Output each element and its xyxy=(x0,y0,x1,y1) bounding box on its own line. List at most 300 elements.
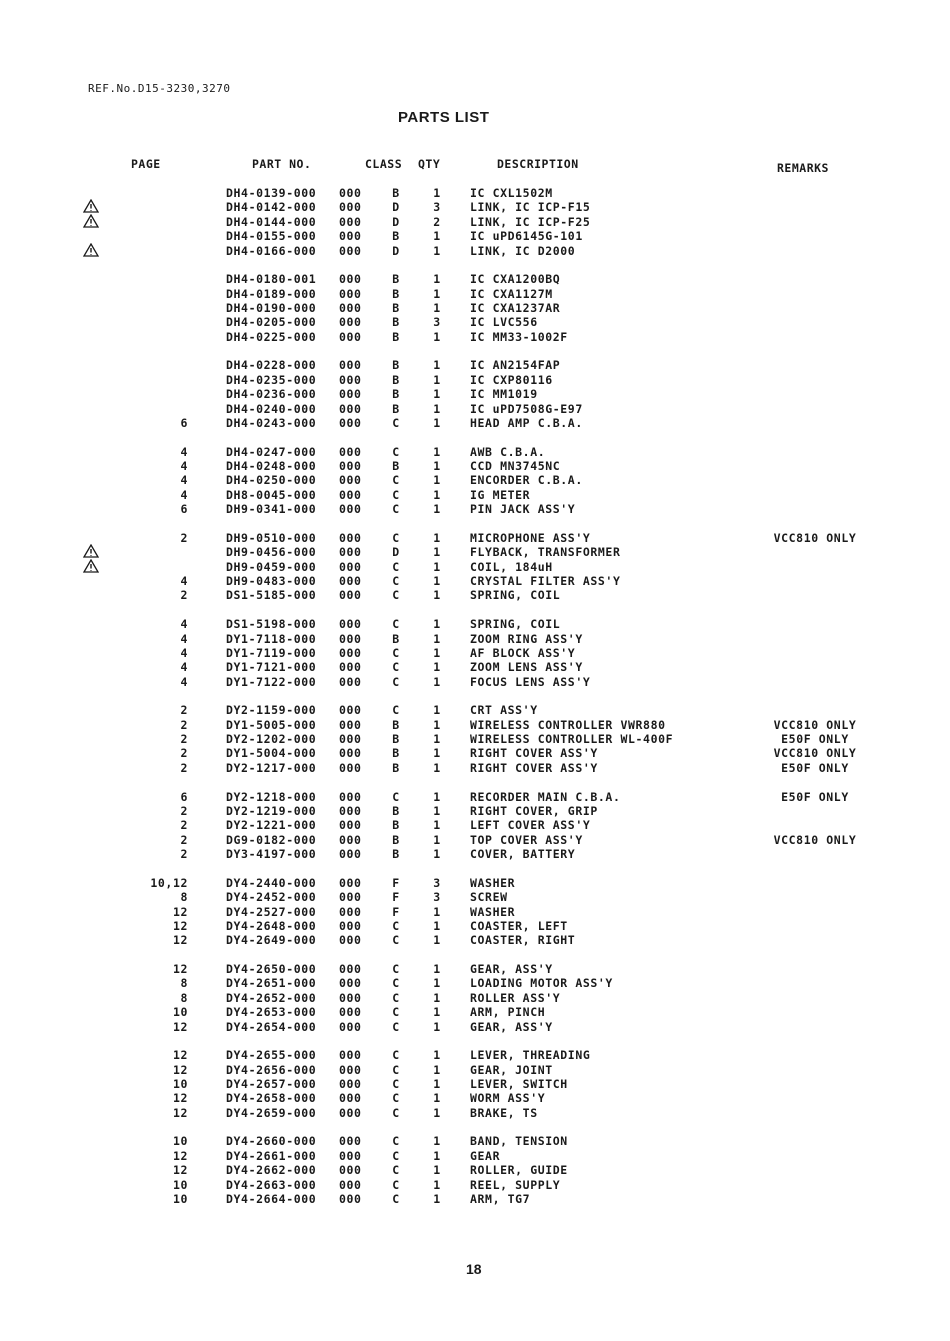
row-description: IC AN2154FAP xyxy=(470,358,561,373)
row-page: 12 xyxy=(172,918,188,933)
row-description: AF BLOCK ASS'Y xyxy=(470,645,576,660)
row-class-code: 000 xyxy=(339,818,362,833)
row-page: 12 xyxy=(172,904,188,919)
warning-triangle-icon xyxy=(83,243,99,257)
row-part-number: DY3-4197-000 xyxy=(226,847,317,861)
table-row xyxy=(0,315,950,329)
row-remarks: VCC810 ONLY xyxy=(773,717,857,732)
table-row xyxy=(0,358,950,372)
row-class: F xyxy=(392,904,400,919)
row-quantity: 1 xyxy=(433,1148,441,1163)
table-row xyxy=(0,991,950,1005)
row-quantity: 1 xyxy=(433,803,441,818)
row-class-code: 000 xyxy=(339,760,362,775)
row-quantity: 1 xyxy=(433,272,441,287)
row-class-code: 000 xyxy=(339,789,362,804)
row-description: GEAR, ASS'Y xyxy=(470,1019,553,1034)
row-class: D xyxy=(392,545,400,560)
row-class: C xyxy=(392,473,400,488)
row-part-number: DY1-7121-000 xyxy=(226,660,317,675)
row-page: 2 xyxy=(180,847,188,861)
table-row xyxy=(0,1048,950,1062)
row-part-number: DY4-2657-000 xyxy=(226,1076,317,1091)
table-row xyxy=(0,890,950,904)
row-description: BRAKE, TS xyxy=(470,1105,538,1120)
row-description: SCREW xyxy=(470,890,508,905)
table-row xyxy=(0,976,950,990)
row-class-code: 000 xyxy=(339,1005,362,1020)
row-class-code: 000 xyxy=(339,631,362,646)
row-class-code: 000 xyxy=(339,229,362,244)
table-row xyxy=(0,531,950,545)
row-class: C xyxy=(392,645,400,660)
row-part-number: DY4-2660-000 xyxy=(226,1134,317,1149)
column-header-page: PAGE xyxy=(131,157,161,171)
row-quantity: 3 xyxy=(433,890,441,905)
row-description: WIRELESS CONTROLLER WL-400F xyxy=(470,732,674,747)
page-title: PARTS LIST xyxy=(398,109,490,126)
table-row xyxy=(0,416,950,430)
row-page: 12 xyxy=(172,1091,188,1106)
row-class-code: 000 xyxy=(339,976,362,991)
table-row xyxy=(0,545,950,559)
row-part-number: DY2-1221-000 xyxy=(226,818,317,833)
row-page: 12 xyxy=(172,1163,188,1178)
row-part-number: DY4-2654-000 xyxy=(226,1019,317,1034)
row-page: 12 xyxy=(172,1048,188,1063)
row-quantity: 1 xyxy=(433,286,441,301)
row-quantity: 1 xyxy=(433,301,441,315)
row-class: C xyxy=(392,918,400,933)
row-part-number: DY4-2658-000 xyxy=(226,1091,317,1106)
row-class-code: 000 xyxy=(339,1163,362,1178)
table-row xyxy=(0,675,950,689)
row-part-number: DY2-1159-000 xyxy=(226,703,317,718)
row-class: B xyxy=(392,286,400,301)
row-part-number: DH4-0250-000 xyxy=(226,473,317,488)
row-part-number: DH4-0248-000 xyxy=(226,459,317,473)
row-part-number: DH8-0045-000 xyxy=(226,487,317,502)
row-class-code: 000 xyxy=(339,358,362,373)
row-description: TOP COVER ASS'Y xyxy=(470,832,583,847)
row-class-code: 000 xyxy=(339,1148,362,1163)
row-part-number: DH4-0190-000 xyxy=(226,301,317,315)
row-quantity: 1 xyxy=(433,1048,441,1063)
row-page: 2 xyxy=(180,717,188,732)
row-description: IC CXL1502M xyxy=(470,186,553,200)
table-row xyxy=(0,473,950,487)
row-quantity: 1 xyxy=(433,1062,441,1077)
table-row xyxy=(0,402,950,416)
row-quantity: 1 xyxy=(433,746,441,761)
row-page: 12 xyxy=(172,1019,188,1034)
row-class-code: 000 xyxy=(339,444,362,459)
row-description: PIN JACK ASS'Y xyxy=(470,502,576,517)
table-row xyxy=(0,588,950,602)
row-page: 2 xyxy=(180,732,188,747)
row-class-code: 000 xyxy=(339,1048,362,1063)
row-class-code: 000 xyxy=(339,588,362,603)
row-part-number: DY4-2662-000 xyxy=(226,1163,317,1178)
row-class: C xyxy=(392,660,400,675)
row-quantity: 1 xyxy=(433,904,441,919)
row-quantity: 1 xyxy=(433,976,441,991)
row-description: GEAR, ASS'Y xyxy=(470,962,553,976)
row-quantity: 1 xyxy=(433,186,441,200)
row-part-number: DY2-1202-000 xyxy=(226,732,317,747)
row-page: 6 xyxy=(180,789,188,804)
row-page: 12 xyxy=(172,933,188,948)
row-description: WIRELESS CONTROLLER VWR880 xyxy=(470,717,666,732)
row-class-code: 000 xyxy=(339,200,362,215)
row-class: B xyxy=(392,387,400,402)
row-class-code: 000 xyxy=(339,746,362,761)
row-page: 10 xyxy=(172,1005,188,1020)
row-class: C xyxy=(392,703,400,718)
row-class: C xyxy=(392,1191,400,1206)
row-class-code: 000 xyxy=(339,1062,362,1077)
row-class-code: 000 xyxy=(339,329,362,344)
row-description: WASHER xyxy=(470,904,516,919)
row-description: AWB C.B.A. xyxy=(470,444,546,459)
row-quantity: 1 xyxy=(433,559,441,574)
row-quantity: 1 xyxy=(433,487,441,502)
row-description: RIGHT COVER, GRIP xyxy=(470,803,598,818)
row-page: 12 xyxy=(172,1105,188,1120)
row-quantity: 1 xyxy=(433,1005,441,1020)
row-class: D xyxy=(392,200,400,215)
row-part-number: DY4-2440-000 xyxy=(226,875,317,890)
row-description: RECORDER MAIN C.B.A. xyxy=(470,789,621,804)
row-part-number: DY1-7122-000 xyxy=(226,674,317,689)
row-class: B xyxy=(392,272,400,287)
row-quantity: 1 xyxy=(433,990,441,1005)
row-page: 2 xyxy=(180,588,188,603)
row-description: ARM, PINCH xyxy=(470,1005,546,1020)
row-quantity: 1 xyxy=(433,574,441,588)
row-class-code: 000 xyxy=(339,918,362,933)
row-part-number: DH4-0205-000 xyxy=(226,315,317,330)
row-page: 4 xyxy=(180,674,188,689)
row-class-code: 000 xyxy=(339,459,362,473)
row-class: C xyxy=(392,1062,400,1077)
row-description: IG METER xyxy=(470,487,531,502)
row-quantity: 1 xyxy=(433,962,441,976)
row-description: ROLLER, GUIDE xyxy=(470,1163,568,1178)
warning-triangle-icon xyxy=(83,214,99,228)
row-page: 2 xyxy=(180,760,188,775)
row-page: 4 xyxy=(180,487,188,502)
table-row xyxy=(0,459,950,473)
row-page: 10 xyxy=(172,1191,188,1206)
row-part-number: DH4-0139-000 xyxy=(226,186,317,200)
row-part-number: DY2-1219-000 xyxy=(226,803,317,818)
row-page: 10 xyxy=(172,1177,188,1192)
table-row xyxy=(0,1192,950,1206)
row-part-number: DH4-0243-000 xyxy=(226,415,317,430)
row-class: B xyxy=(392,315,400,330)
row-description: FLYBACK, TRANSFORMER xyxy=(470,545,621,560)
row-page: 2 xyxy=(180,803,188,818)
row-quantity: 1 xyxy=(433,1191,441,1206)
row-part-number: DY4-2656-000 xyxy=(226,1062,317,1077)
table-row xyxy=(0,301,950,315)
table-row xyxy=(0,646,950,660)
row-part-number: DY4-2650-000 xyxy=(226,962,317,976)
row-page: 12 xyxy=(172,1148,188,1163)
row-quantity: 1 xyxy=(433,1091,441,1106)
row-description: LINK, IC ICP-F25 xyxy=(470,214,591,229)
row-quantity: 1 xyxy=(433,674,441,689)
row-class: B xyxy=(392,832,400,847)
row-page: 10,12 xyxy=(150,875,188,890)
row-class-code: 000 xyxy=(339,1091,362,1106)
row-quantity: 1 xyxy=(433,545,441,560)
row-part-number: DH4-0240-000 xyxy=(226,401,317,416)
row-class: C xyxy=(392,1076,400,1091)
row-part-number: DH9-0510-000 xyxy=(226,530,317,545)
row-quantity: 2 xyxy=(433,214,441,229)
row-quantity: 1 xyxy=(433,387,441,402)
row-class: B xyxy=(392,732,400,747)
table-row xyxy=(0,1178,950,1192)
row-page: 4 xyxy=(180,631,188,646)
row-class-code: 000 xyxy=(339,1076,362,1091)
row-description: LEVER, THREADING xyxy=(470,1048,591,1063)
row-quantity: 1 xyxy=(433,832,441,847)
row-part-number: DY2-1217-000 xyxy=(226,760,317,775)
table-row xyxy=(0,186,950,200)
row-page: 4 xyxy=(180,617,188,632)
row-quantity: 1 xyxy=(433,1076,441,1091)
row-class-code: 000 xyxy=(339,272,362,287)
row-quantity: 1 xyxy=(433,818,441,833)
row-part-number: DS1-5198-000 xyxy=(226,617,317,632)
row-quantity: 1 xyxy=(433,588,441,603)
row-description: LEFT COVER ASS'Y xyxy=(470,818,591,833)
row-page: 10 xyxy=(172,1076,188,1091)
row-class: B xyxy=(392,847,400,861)
row-description: IC CXA1237AR xyxy=(470,301,561,315)
row-class-code: 000 xyxy=(339,1134,362,1149)
row-description: REEL, SUPPLY xyxy=(470,1177,561,1192)
row-description: WASHER xyxy=(470,875,516,890)
row-page: 8 xyxy=(180,990,188,1005)
row-description: COIL, 184uH xyxy=(470,559,553,574)
row-page: 6 xyxy=(180,415,188,430)
table-row xyxy=(0,387,950,401)
row-remarks: E50F ONLY xyxy=(781,760,849,775)
row-description: CCD MN3745NC xyxy=(470,459,561,473)
table-row xyxy=(0,1106,950,1120)
row-class-code: 000 xyxy=(339,473,362,488)
row-class: C xyxy=(392,617,400,632)
row-class: B xyxy=(392,803,400,818)
row-class-code: 000 xyxy=(339,875,362,890)
row-class-code: 000 xyxy=(339,1105,362,1120)
row-page: 4 xyxy=(180,444,188,459)
page-number: 18 xyxy=(466,1261,482,1277)
row-quantity: 3 xyxy=(433,875,441,890)
row-class-code: 000 xyxy=(339,890,362,905)
row-class: F xyxy=(392,890,400,905)
row-quantity: 1 xyxy=(433,372,441,387)
row-class: C xyxy=(392,1005,400,1020)
row-part-number: DY4-2452-000 xyxy=(226,890,317,905)
row-class: C xyxy=(392,962,400,976)
row-description: CRYSTAL FILTER ASS'Y xyxy=(470,574,621,588)
reference-number: REF.No.D15-3230,3270 xyxy=(88,82,231,95)
row-part-number: DH4-0180-001 xyxy=(226,272,317,287)
row-class: C xyxy=(392,559,400,574)
row-part-number: DH4-0247-000 xyxy=(226,444,317,459)
row-quantity: 1 xyxy=(433,732,441,747)
row-remarks: VCC810 ONLY xyxy=(773,832,857,847)
row-part-number: DH4-0235-000 xyxy=(226,372,317,387)
table-row xyxy=(0,962,950,976)
row-page: 2 xyxy=(180,832,188,847)
row-description: COASTER, RIGHT xyxy=(470,933,576,948)
row-description: RIGHT COVER ASS'Y xyxy=(470,746,598,761)
row-quantity: 1 xyxy=(433,243,441,258)
row-class: C xyxy=(392,1019,400,1034)
row-description: SPRING, COIL xyxy=(470,617,561,632)
row-part-number: DY1-5004-000 xyxy=(226,746,317,761)
row-description: LINK, IC ICP-F15 xyxy=(470,200,591,215)
row-class-code: 000 xyxy=(339,732,362,747)
row-class-code: 000 xyxy=(339,487,362,502)
row-class: B xyxy=(392,818,400,833)
row-class-code: 000 xyxy=(339,660,362,675)
row-class-code: 000 xyxy=(339,832,362,847)
row-quantity: 1 xyxy=(433,473,441,488)
table-row xyxy=(0,761,950,775)
row-remarks: E50F ONLY xyxy=(781,789,849,804)
row-quantity: 1 xyxy=(433,789,441,804)
row-part-number: DH4-0166-000 xyxy=(226,243,317,258)
row-class: C xyxy=(392,1163,400,1178)
row-page: 4 xyxy=(180,574,188,588)
row-class: C xyxy=(392,502,400,517)
row-quantity: 1 xyxy=(433,631,441,646)
row-part-number: DY1-7119-000 xyxy=(226,645,317,660)
column-header-class: CLASS xyxy=(365,157,403,171)
row-class: B xyxy=(392,459,400,473)
row-quantity: 1 xyxy=(433,933,441,948)
row-class: B xyxy=(392,229,400,244)
row-class: B xyxy=(392,631,400,646)
row-description: LEVER, SWITCH xyxy=(470,1076,568,1091)
row-class: D xyxy=(392,214,400,229)
table-row xyxy=(0,1163,950,1177)
row-class: C xyxy=(392,1177,400,1192)
table-row xyxy=(0,488,950,502)
row-class-code: 000 xyxy=(339,243,362,258)
row-description: FOCUS LENS ASS'Y xyxy=(470,674,591,689)
row-class-code: 000 xyxy=(339,904,362,919)
row-description: WORM ASS'Y xyxy=(470,1091,546,1106)
row-class: C xyxy=(392,1134,400,1149)
table-row xyxy=(0,373,950,387)
row-class: C xyxy=(392,1048,400,1063)
row-class: B xyxy=(392,358,400,373)
row-class: F xyxy=(392,875,400,890)
row-description: IC MM33-1002F xyxy=(470,329,568,344)
row-class-code: 000 xyxy=(339,933,362,948)
row-class-code: 000 xyxy=(339,717,362,732)
row-description: COASTER, LEFT xyxy=(470,918,568,933)
table-row xyxy=(0,560,950,574)
row-page: 4 xyxy=(180,660,188,675)
table-row xyxy=(0,1091,950,1105)
row-description: LOADING MOTOR ASS'Y xyxy=(470,976,613,991)
row-quantity: 3 xyxy=(433,315,441,330)
row-part-number: DS1-5185-000 xyxy=(226,588,317,603)
row-class: C xyxy=(392,444,400,459)
table-row xyxy=(0,818,950,832)
row-class: C xyxy=(392,487,400,502)
table-row xyxy=(0,718,950,732)
row-part-number: DY4-2527-000 xyxy=(226,904,317,919)
row-description: GEAR xyxy=(470,1148,501,1163)
row-part-number: DY4-2653-000 xyxy=(226,1005,317,1020)
row-remarks: VCC810 ONLY xyxy=(773,530,857,545)
table-row xyxy=(0,847,950,861)
table-row xyxy=(0,632,950,646)
row-part-number: DY4-2648-000 xyxy=(226,918,317,933)
row-description: MICROPHONE ASS'Y xyxy=(470,530,591,545)
row-class: B xyxy=(392,760,400,775)
row-part-number: DH4-0189-000 xyxy=(226,286,317,301)
row-quantity: 1 xyxy=(433,358,441,373)
row-class: B xyxy=(392,746,400,761)
row-class: C xyxy=(392,574,400,588)
row-class-code: 000 xyxy=(339,1019,362,1034)
column-header-qty: QTY xyxy=(418,157,441,171)
row-class: B xyxy=(392,329,400,344)
row-description: ENCORDER C.B.A. xyxy=(470,473,583,488)
row-class-code: 000 xyxy=(339,401,362,416)
row-page: 4 xyxy=(180,473,188,488)
column-header-part-no: PART NO. xyxy=(252,157,312,171)
row-description: ZOOM LENS ASS'Y xyxy=(470,660,583,675)
row-class: C xyxy=(392,789,400,804)
row-class-code: 000 xyxy=(339,990,362,1005)
table-row xyxy=(0,574,950,588)
row-part-number: DY1-7118-000 xyxy=(226,631,317,646)
row-part-number: DY2-1218-000 xyxy=(226,789,317,804)
row-quantity: 1 xyxy=(433,1019,441,1034)
row-quantity: 1 xyxy=(433,459,441,473)
row-quantity: 3 xyxy=(433,200,441,215)
row-class: C xyxy=(392,1091,400,1106)
row-class: C xyxy=(392,1148,400,1163)
row-quantity: 1 xyxy=(433,918,441,933)
row-quantity: 1 xyxy=(433,1105,441,1120)
table-row xyxy=(0,617,950,631)
row-class: C xyxy=(392,674,400,689)
row-part-number: DG9-0182-000 xyxy=(226,832,317,847)
row-part-number: DH9-0459-000 xyxy=(226,559,317,574)
row-class: B xyxy=(392,717,400,732)
row-remarks: E50F ONLY xyxy=(781,732,849,747)
row-class: B xyxy=(392,186,400,200)
row-part-number: DH4-0142-000 xyxy=(226,200,317,215)
row-class-code: 000 xyxy=(339,962,362,976)
row-description: IC CXA1127M xyxy=(470,286,553,301)
table-row xyxy=(0,215,950,229)
row-part-number: DH4-0144-000 xyxy=(226,214,317,229)
